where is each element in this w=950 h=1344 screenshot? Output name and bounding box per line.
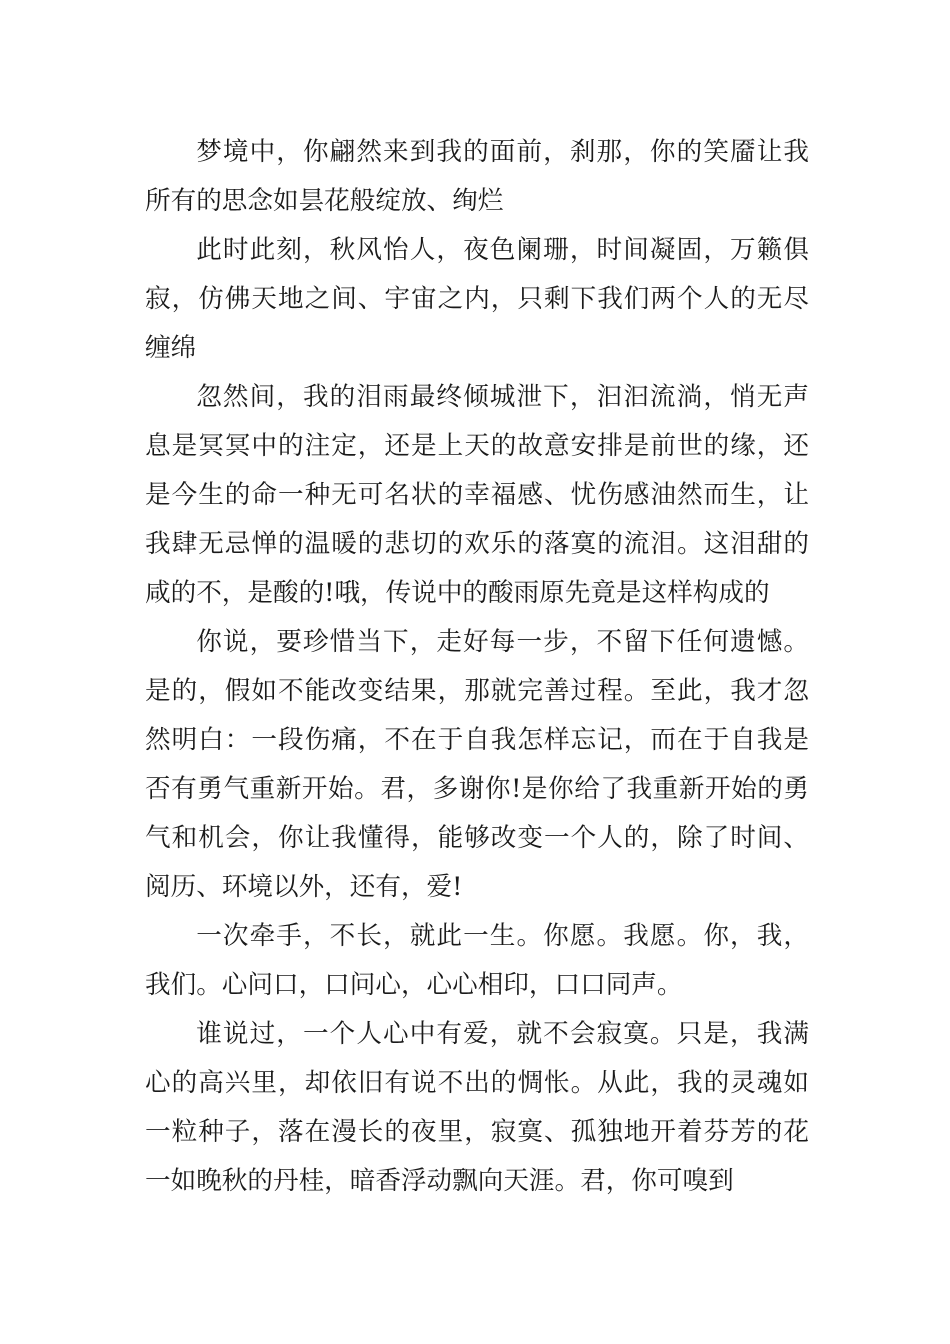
paragraph-4: 你说，要珍惜当下，走好每一步，不留下任何遗憾。是的，假如不能改变结果，那就完善过程。至此，我才忽然明白：一段伤痛，不在于自我怎样忘记，而在于自我是否有勇气重新开始。君，多谢你!是你给了我重新开始的勇气和机会，你让我懂得，能够改变一个人的，除了时间、阅历、环境以外，还有，爱!: [145, 627, 809, 902]
paragraph-2: 此时此刻，秋风怡人，夜色阑珊，时间凝固，万籁俱寂，仿佛天地之间、宇宙之内，只剩下我们两个人的无尽缠绵: [145, 235, 809, 363]
paragraph-6: 谁说过，一个人心中有爱，就不会寂寞。只是，我满心的高兴里，却依旧有说不出的惆怅。从此，我的灵魂如一粒种子，落在漫长的夜里，寂寞、孤独地开着芬芳的花一如晚秋的丹桂，暗香浮动飘向天涯。君，你可嗅到: [145, 1019, 809, 1196]
paragraph-1: 梦境中，你翩然来到我的面前，刹那，你的笑靥让我所有的思念如昙花般绽放、绚烂: [145, 137, 809, 216]
paragraph-5: 一次牵手，不长，就此一生。你愿。我愿。你，我，我们。心问口，口问心，心心相印，口口同声。: [145, 921, 809, 1000]
document-body: [145, 128, 809, 1206]
paragraph-3: 忽然间，我的泪雨最终倾城泄下，汩汩流淌，悄无声息是冥冥中的注定，还是上天的故意安排是前世的缘，还是今生的命一种无可名状的幸福感、忧伤感油然而生，让我肆无忌惮的温暖的悲切的欢乐的落寞的流泪。这泪甜的咸的不，是酸的!哦，传说中的酸雨原先竟是这样构成的: [145, 382, 809, 608]
